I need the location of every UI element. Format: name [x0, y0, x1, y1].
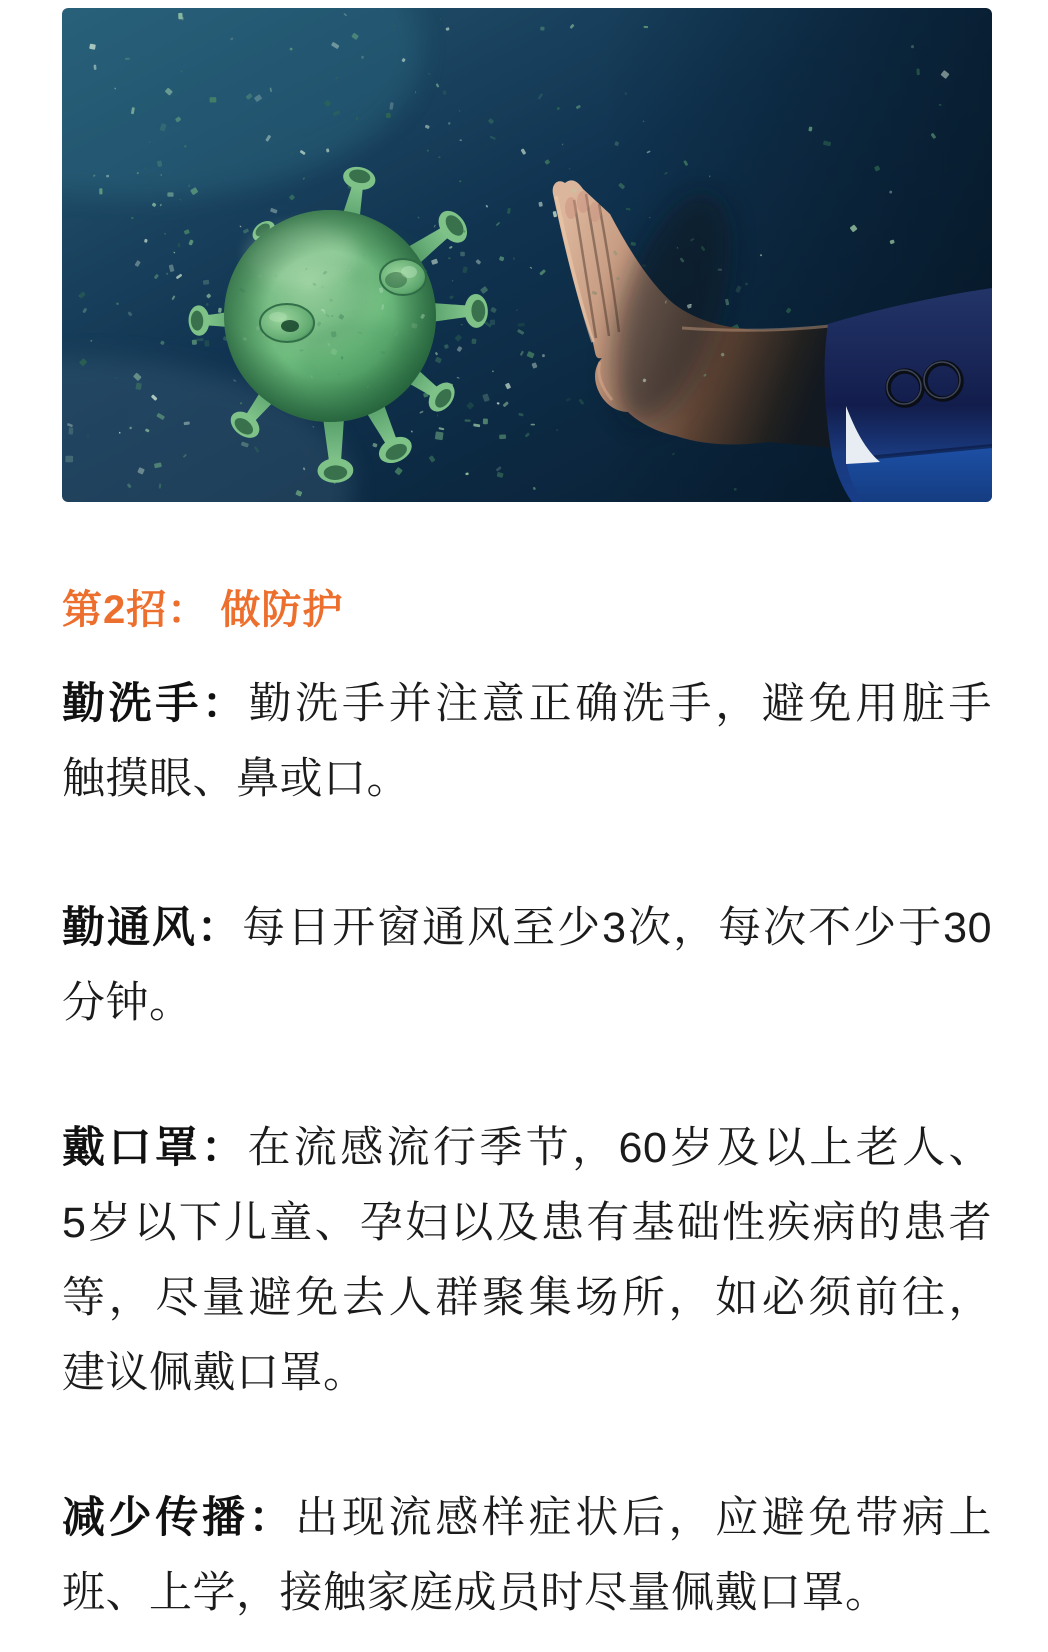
paragraph-label: 勤通风：	[62, 904, 243, 952]
paragraph-label: 勤洗手：	[62, 680, 249, 728]
section-heading: 第2招： 做防护	[62, 588, 344, 632]
paragraph-text: 每日开窗通风至少3次，每次不少于30	[242, 904, 992, 952]
hero-image[interactable]	[62, 8, 992, 502]
virus-crater	[380, 259, 426, 295]
paragraph-line	[62, 891, 992, 966]
paragraph-label: 减少传播：	[62, 1494, 296, 1542]
suit-sleeve	[825, 288, 992, 502]
paragraph-reduce-spread	[62, 1481, 992, 1631]
paragraph-line	[62, 667, 992, 742]
paragraph-line: 等，尽量避免去人群聚集场所，如必须前往，	[62, 1274, 992, 1322]
paragraph-line: 5岁以下儿童、孕妇以及患有基础性疾病的患者	[62, 1199, 992, 1247]
paragraph-text: 勤洗手并注意正确洗手，避免用脏手	[248, 680, 992, 728]
virus-stop-hand-illustration	[62, 8, 992, 502]
paragraph-ventilation	[62, 891, 992, 1041]
paragraph-line: 分钟。	[62, 979, 193, 1027]
paragraph-wear-mask	[62, 1111, 992, 1411]
paragraph-line	[62, 1111, 992, 1186]
paragraph-wash-hands	[62, 667, 992, 817]
paragraph-line	[62, 1481, 992, 1556]
paragraph-text: 出现流感样症状后，应避免带病上	[295, 1494, 992, 1542]
virus-crater	[260, 304, 314, 342]
paragraph-line: 触摸眼、鼻或口。	[62, 755, 410, 803]
paragraph-line: 建议佩戴口罩。	[62, 1349, 367, 1397]
paragraph-label: 戴口罩：	[62, 1124, 248, 1172]
paragraph-line: 班、上学，接触家庭成员时尽量佩戴口罩。	[62, 1569, 889, 1617]
paragraph-text: 在流感流行季节，60岁及以上老人、	[247, 1124, 992, 1172]
